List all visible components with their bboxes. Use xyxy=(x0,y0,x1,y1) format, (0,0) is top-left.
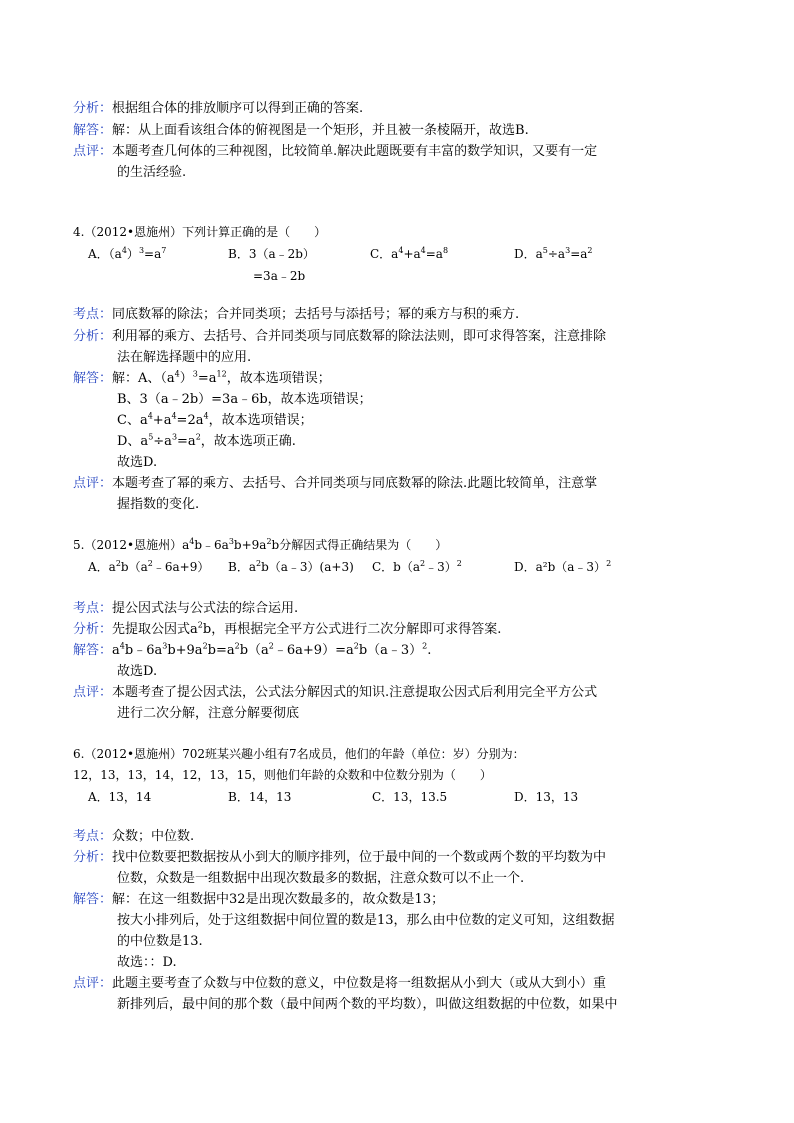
q5-answer-choice: 故选D. xyxy=(117,664,158,679)
q4-topic: 考点：同底数幂的除法；合并同类项；去括号与添括号；幂的乘方与积的乘方. xyxy=(73,307,520,322)
q6-option-c: C．13，13.5 xyxy=(372,790,448,804)
q4-option-a: A．$(a^4)^3=a^7$ xyxy=(88,246,167,261)
q6-answer-3: 的中位数是13. xyxy=(117,934,203,949)
q5-analysis: 分析：先提取公因式$a^2b$，再根据完全平方公式进行二次分解即可求得答案. xyxy=(73,620,502,637)
q3-comment-cont: 的生活经验. xyxy=(117,165,187,180)
q4-answer-choice: 故选D. xyxy=(117,455,158,470)
q5-answer: 解答：$a^4b﹣6a^3b+9a^2b=a^2b(a^2﹣6a+9)=a^2b(a﹣3)^2$. xyxy=(73,641,432,658)
q4-comment: 点评：本题考查了幂的乘方、去括号、合并同类项与同底数幂的除法.此题比较简单，注意掌 xyxy=(73,476,598,491)
q6-answer: 解答：解：在这一组数据中32是出现次数最多的，故众数是13； xyxy=(73,892,445,907)
q5-option-c: C．$b(a^2﹣3)^2$ xyxy=(372,559,462,574)
q6-topic: 考点：众数；中位数. xyxy=(73,829,195,844)
q4-analysis: 分析：利用幂的乘方、去括号、合并同类项与同底数幂的除法法则，即可求得答案，注意排除 xyxy=(73,329,607,344)
q5-comment: 点评：本题考查了提公因式法，公式法分解因式的知识.注意提取公因式后利用完全平方公式 xyxy=(73,685,598,700)
q6-stem: 6.（2012•恩施州）702班某兴趣小组有7名成员，他们的年龄（单位：岁）分别为： xyxy=(73,747,525,761)
q6-comment-cont: 新排列后，最中间的那个数（最中间两个数的平均数），叫做这组数据的中位数，如果中 xyxy=(117,997,618,1012)
q6-comment: 点评：此题主要考查了众数与中位数的意义，中位数是将一组数据从小到大（或从大到小）重 xyxy=(73,976,607,991)
q6-stem-cont: 12，13，13，14，12，13，15，则他们年龄的众数和中位数分别为（ ） xyxy=(73,768,492,782)
q6-option-d: D．13，13 xyxy=(514,790,579,804)
q4-answer: 解答：解：A、$(a^4)^3=a^{12}$，故本选项错误； xyxy=(73,369,331,386)
q6-answer-choice: 故选：：D. xyxy=(117,955,177,970)
q4-answer-c: C、$a^4+a^4=2a^4$，故本选项错误； xyxy=(117,411,313,428)
q6-option-b: B．14，13 xyxy=(228,790,292,804)
q5-option-d: D．a²b（a﹣3）$^2$ xyxy=(514,559,612,574)
q4-option-b-cont: =3a﹣2b xyxy=(253,269,306,283)
q4-answer-d: D、$a^5\div a^3=a^2$，故本选项正确. xyxy=(117,432,296,449)
q4-comment-cont: 握指数的变化. xyxy=(117,497,200,512)
q5-topic: 考点：提公因式法与公式法的综合运用. xyxy=(73,601,299,616)
q4-analysis-cont: 法在解选择题中的应用. xyxy=(117,350,252,365)
q5-option-a: A．$a^2b(a^2﹣6a+9)$ xyxy=(88,559,210,574)
q6-answer-2: 按大小排列后，处于这组数据中间位置的数是13，那么由中位数的定义可知，这组数据 xyxy=(117,913,615,928)
q5-stem: 5.（2012•恩施州）$a^4b﹣6a^3b+9a^2b$分解因式得正确结果为（ ） xyxy=(73,537,448,552)
q6-analysis: 分析：找中位数要把数据按从小到大的顺序排列，位于最中间的一个数或两个数的平均数为中 xyxy=(73,850,607,865)
q5-comment-cont: 进行二次分解，注意分解要彻底 xyxy=(117,706,300,721)
q4-stem: 4.（2012•恩施州）下列计算正确的是（ ） xyxy=(73,225,327,239)
q4-option-c: C．$a^4+a^4=a^8$ xyxy=(370,246,449,261)
q6-option-a: A．13，14 xyxy=(88,790,152,804)
q3-answer: 解答：解：从上面看该组合体的俯视图是一个矩形，并且被一条棱隔开，故选B. xyxy=(73,123,529,138)
q3-comment: 点评：本题考查几何体的三种视图，比较简单.解决此题既要有丰富的数学知识，又要有一定 xyxy=(73,144,598,159)
q4-option-b: B．3（a﹣2b） xyxy=(228,247,315,261)
q4-option-d: D．$a^5\div a^3=a^2$ xyxy=(514,246,593,261)
q5-option-b: B．$a^2b(a﹣3)(a+3)$ xyxy=(228,559,354,574)
q6-analysis-cont: 位数，众数是一组数据中出现次数最多的数据，注意众数可以不止一个. xyxy=(117,871,525,886)
q3-analysis: 分析：根据组合体的排放顺序可以得到正确的答案. xyxy=(73,101,364,116)
q4-answer-b: B、3（a﹣2b）=3a﹣6b，故本选项错误； xyxy=(117,392,372,407)
